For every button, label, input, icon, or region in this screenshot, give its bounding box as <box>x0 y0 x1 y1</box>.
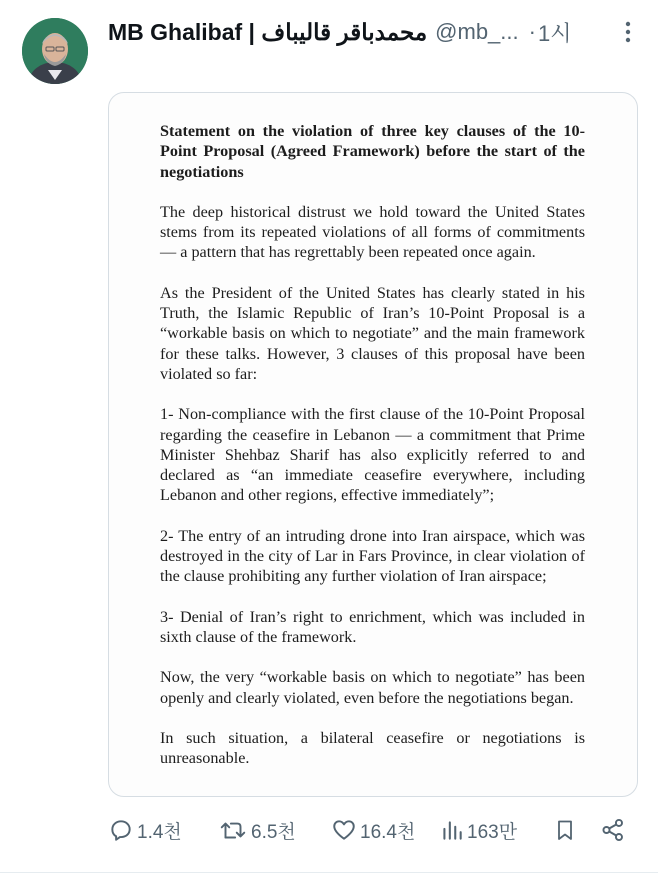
statement-paragraph: As the President of the United States has clearly stated in his Truth, the Islamic Republic of Iran’s 10-Point Proposal is a “workable basis on which to negotiate” and the main framework for these talks. However, 3 clauses of this proposal have been violated so far: <box>160 283 585 383</box>
divider <box>0 872 658 873</box>
tweet-header <box>108 14 650 50</box>
statement-paragraph: The deep historical distrust we hold toward the United States stems from its repeated violations of all forms of commitments — a pattern that has regrettably been repeated once again. <box>160 202 585 262</box>
reply-button[interactable] <box>108 812 182 848</box>
view-count: 163만 <box>467 821 518 843</box>
statement-document <box>160 121 585 788</box>
separator: · <box>528 19 536 44</box>
repost-count: 6.5천 <box>251 821 296 843</box>
bookmark-icon <box>553 817 577 843</box>
reply-icon <box>108 817 134 843</box>
timestamp[interactable]: 1시 <box>537 20 572 46</box>
statement-title: Statement on the violation of three key clauses of the 10-Point Proposal (Agreed Framework) before the start of the negotiations <box>160 122 585 181</box>
attached-image[interactable] <box>108 92 638 797</box>
tweet-actions <box>108 812 638 848</box>
reply-count: 1.4천 <box>137 821 182 843</box>
views-button[interactable] <box>440 812 517 848</box>
user-handle[interactable]: @mb_... <box>435 19 519 44</box>
statement-paragraph: Now, the very “workable basis on which to negotiate” has been openly and clearly violated, even before the negotiations began. <box>160 668 585 707</box>
bookmark-button[interactable] <box>553 812 580 848</box>
like-button[interactable] <box>331 812 415 848</box>
share-button[interactable] <box>600 812 629 848</box>
like-count: 16.4천 <box>360 821 416 843</box>
analytics-icon <box>440 817 464 843</box>
display-name[interactable]: MB Ghalibaf | محمدباقر قالیباف <box>108 18 428 45</box>
repost-icon <box>218 817 248 843</box>
statement-paragraph: In such situation, a bilateral ceasefire or negotiations is unreasonable. <box>160 728 585 768</box>
share-icon <box>600 817 626 843</box>
statement-paragraph: 2- The entry of an intruding drone into Iran airspace, which was destroyed in the city of Lar in Fars Province, in clear violation of the clause prohibiting any further violation of Iran airspace; <box>160 526 585 586</box>
statement-paragraph: 1- Non-compliance with the first clause of the 10-Point Proposal regarding the ceasefire in Lebanon — a commitment that Prime Minister Shehbaz Sharif has also explicitly referred to and declared as “an immediate ceasefire everywhere, including Lebanon and other regions, effective immediately”; <box>160 405 585 505</box>
more-vertical-icon <box>624 21 632 43</box>
more-options-button[interactable] <box>616 20 640 44</box>
repost-button[interactable] <box>218 812 296 848</box>
heart-icon <box>331 817 357 843</box>
avatar[interactable] <box>22 18 88 84</box>
profile-photo <box>22 18 88 84</box>
statement-paragraph: 3- Denial of Iran’s right to enrichment, which was included in sixth clause of the framework. <box>160 607 585 646</box>
